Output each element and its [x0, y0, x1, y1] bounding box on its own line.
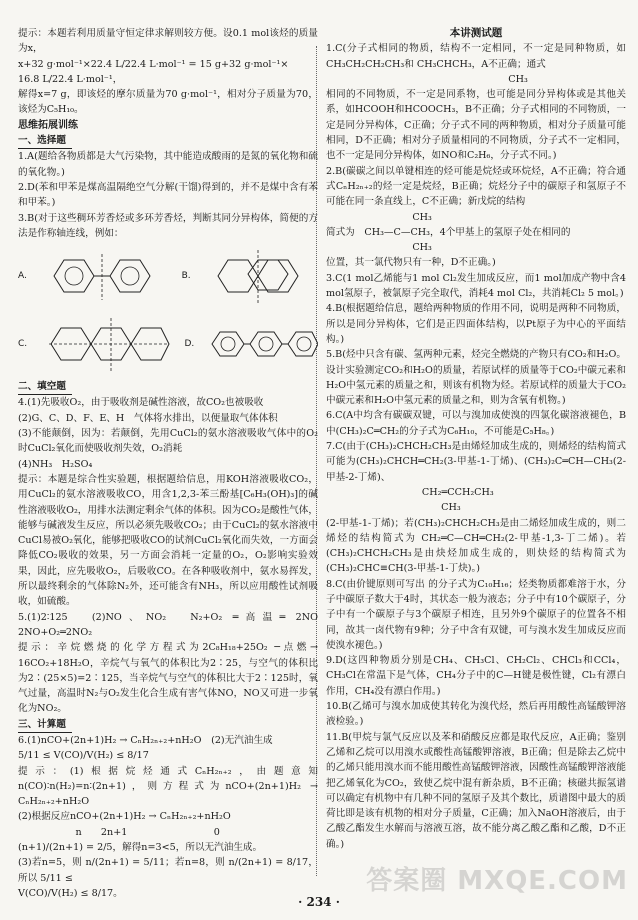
sec3-title: 三、计算题	[18, 717, 72, 733]
biphenyl-structure-diagram	[44, 246, 164, 306]
sec1-title: 一、选择题	[18, 133, 72, 149]
answer-6-range: 5/11 ≤ V(CO)/V(H₂) ≤ 8/17	[18, 750, 149, 762]
option-c-label: C.	[18, 338, 28, 349]
answer-1: 1.A(题给各物质都是大气污染物，其中能造成酸雨的是氮的氧化物和硫的氧化物。)	[18, 151, 318, 178]
answer-6-1: 6.(1)nCO+(2n+1)H₂ → CₙH₂ₙ₊₂+nH₂O (2)无汽油生成	[18, 734, 273, 746]
test-answer-5: 5.B(烃中只含有碳、氢两种元素，烃完全燃烧的产物只有CO₂和H₂O。设计实验测定CO₂和H₂O的质量，若原试样的质量等于CO₂中碳元素和H₂O中氢元素的质量之和，则该有机物为烃。若原试样的质量大于CO₂中碳元素和H₂O中氢元素的质量之和，则为含氧有机物。)	[326, 349, 626, 407]
answer-5: 5.(1)2∶125 (2)NO、NO₂ N₂+O₂ ═高温═ 2NO 2NO+O₂═2NO₂	[18, 611, 328, 638]
test-answer-2-formula-mid: 简式为 CH₃—C—CH₃，4个甲基上的氢原子处在相同的	[326, 226, 571, 238]
structure-diagrams-row-2	[18, 311, 318, 377]
test-answer-2-formula-top: CH₃	[326, 211, 432, 223]
hint-result: 解得x=7 g，即该烃的摩尔质量为70 g·mol⁻¹，相对分子质量为70，该烃为C₅H₁₀。	[18, 89, 318, 116]
test-answer-1b: 相同的不同物质，不一定是同系物，也可能是同分异构体或是其他关系，如HCOOH和HCOOCH₃，B不正确；分子式相同的不同物质，一定是同分异构体，C正确；分子式不同的两种物质，相对分子质量可能相同，D不正确；相对分子质量相同的不同物质，分子式不一定相同，也不一定是同分异构体，如NO和C₂H₆，分子式不同。)	[326, 89, 626, 162]
answer-5-hint: 提示：辛烷燃烧的化学方程式为2C₈H₁₈+25O₂ ─点燃→ 16CO₂+18H₂O，辛烷气与氧气的体积比为2∶25，与空气的体积比为2∶(25×5)=2∶125，当辛烷气与空气的体积比大于2∶125时，氧气过量，高温时N₂与O₂发生化合生成有害气体NO，NO又可进一步氧化为NO₂。	[18, 642, 318, 715]
option-a-label: A.	[18, 270, 27, 281]
hint-line: 提示：本题若利用质量守恒定律求解则较方便。设0.1 mol该烃的质量为x，	[18, 28, 318, 55]
answer-4-2: (2)G、C、D、F、E、H 气体将水排出，以便量取气体体积	[18, 412, 278, 424]
test-answer-9: 9.D(这四种物质分别是CH₄、CH₃Cl、CH₂Cl₂、CHCl₃和CCl₄，CH₃Cl在常温下是气体，CH₄分子中的C—H键是极性键，Cl₂有漂白作用，CH₄没有漂白作用。)	[326, 655, 626, 697]
test-answer-7-formula-1: CH₂═CCH₂CH₃	[326, 486, 494, 498]
answer-4-hint: 提示：本题是综合性实验题，根据题给信息，用KOH溶液吸收CO₂，用CuCl₂的氨水溶液吸收CO，用含1,2,3-苯三酚基[C₆H₃(OH)₃]的碱性溶液吸收O₂，用排水法测定剩余气体的体积。因为CO₂是酸性气体，能够与碱液发生反应，所以必须先吸收CO₂；由于CuCl₂的氨水溶液中CuCl易被O₂氧化，能够把吸收CO的试剂CuCl₂氧化而失效，一方面会降低CO₂吸收的效果，另一方面会消耗一定量的O₂，O₂影响实验效果，因此，应先吸收O₂，后吸收CO。在各种吸收剂中，氨水易挥发，所以最终剩余的气体除N₂外，还可能含有NH₃，所以应用酸性试剂吸收，如硫酸。	[18, 473, 318, 608]
test-answer-4: 4.B(根据题给信息，题给两种物质的作用不同，说明是两种不同物质，所以是同分异构体，它们是正四面体结构，以Pt原子为中心的平面结构。)	[326, 303, 626, 345]
test-answer-7b: (2-甲基-1-丁烯)；若(CH₃)₂CHCH₂CH₃是由二烯烃加成生成的，则二烯烃的结构简式为 CH₂═C—CH═CH₂(2-甲基-1,3-丁二烯)。若(CH₃)₂CHCH₂CH₃是由炔烃加成生成的，则炔烃的结构简式为(CH₃)₂CHC≡CH(3-甲基-1-丁炔)。)	[326, 517, 626, 575]
answer-2: 2.D(苯和甲苯是煤高温隔绝空气分解(干馏)得到的，并不是煤中含有苯和甲苯。)	[18, 181, 318, 209]
test-answer-1-formula: CH₃	[326, 73, 528, 85]
test-answer-10: 10.B(乙烯可与溴水加成使其转化为溴代烃，然后再用酸性高锰酸钾溶液检验。)	[326, 701, 626, 728]
answer-6-hint-2: (2)根据反应nCO+(2n+1)H₂ → CₙH₂ₙ₊₂+nH₂O	[18, 811, 231, 823]
test-title: 本讲测试题	[449, 27, 503, 39]
anthracene-structure-diagram	[41, 314, 171, 374]
answer-4-4: (4)NH₃ H₂SO₄	[18, 458, 93, 470]
test-answer-3: 3.C(1 mol乙烯能与1 mol Cl₂发生加成反应，而1 mol加成产物中含4 mol氢原子，被氯原子完全取代，消耗4 mol Cl₂，共消耗Cl₂ 5 mol。)	[326, 272, 626, 300]
hint-equation-2: 16.8 L/22.4 L·mol⁻¹，	[18, 73, 123, 85]
test-answer-11: 11.B(甲烷与氯气反应以及苯和硝酸反应都是取代反应，A正确；鉴别乙烯和乙烷可以用溴水或酸性高锰酸钾溶液，B正确；但是除去乙烷中的乙烯只能用溴水而不能用酸性高锰酸钾溶液，因酸性高锰酸钾溶液能把乙烯氧化为CO₂，致使乙烷中混有新杂质，B不正确；核磁共振氢谱可以确定有机物中有几种不同的氢原子及其个数比，质谱图中最大的质荷比即是该有机物的相对分子质量，C正确；加入NaOH溶液后，由于乙酸乙酯发生水解而与溶液互溶，故不能分离乙酸乙酯和乙酸，D不正确。)	[326, 731, 626, 850]
answer-6-hint-5: (3)若n=5，则 n/(2n+1) = 5/11；若n=8，则 n/(2n+1) = 8/17，所以 5/11 ≤	[18, 857, 318, 884]
answer-4-1: 4.(1)先吸收O₂，由于吸收剂是碱性溶液，故CO₂也被吸收	[18, 397, 264, 409]
test-answer-1a: 1.C(分子式相同的物质，结构不一定相同，不一定是同种物质，如CH₃CH₂CH₂CH₃和 CH₃CHCH₃，A不正确；通式	[326, 43, 626, 70]
right-column	[326, 26, 626, 852]
page-number: · 234 ·	[298, 895, 340, 909]
watermark-logo: 答案圈 MXQE.COM	[366, 866, 628, 896]
answer-6-hint-1: 提示：(1)根据烷烃通式CₙH₂ₙ₊₂，由题意知n(CO)∶n(H₂)=n∶(2n+1)，则方程式为nCO+(2n+1)H₂ → CₙH₂ₙ₊₂+nH₂O	[18, 765, 318, 808]
option-d-label: D.	[184, 338, 195, 349]
left-column	[18, 26, 328, 901]
test-answer-7-formula-2: CH₃	[326, 502, 461, 514]
answer-6-hint-4: (n+1)/(2n+1) = 2/5，解得n=3<5，所以无汽油生成。	[18, 842, 263, 854]
sec2-title: 二、填空题	[18, 379, 72, 395]
option-b-label: B.	[181, 270, 191, 281]
answer-3: 3.B(对于这些稠环芳香烃或多环芳香烃，判断其同分异构体，简便的方法是作称轴连线，例如：	[18, 212, 318, 239]
terphenyl-structure-diagram	[208, 314, 318, 374]
test-answer-8: 8.C(由价键原则可写出 的分子式为C₁₀H₁₆；烃类物质都难溶于水，分子中碳原子数大于4时，其状态一般为液态；分子中有10个碳原子，分子中有一个碳原子与3个碳原子相连，且另外9个碳原子的位置各不相同，故其一卤代物有9种；分子中含有双键，可与溴水发生加成反应而使溴水褪色。)	[326, 578, 626, 651]
section-title-thinking: 思维拓展训练	[18, 119, 78, 131]
test-answer-2b: 位置，其一氯代物只有一种，D不正确。)	[326, 257, 496, 269]
answer-6-hint-6: V(CO)/V(H₂) ≤ 8/17。	[18, 887, 123, 899]
structure-diagrams-row-1	[18, 243, 318, 309]
answer-6-hint-3: n 2n+1 0	[18, 826, 220, 838]
test-answer-7a: 7.C(由于(CH₃)₂CHCH₂CH₃是由烯烃加成生成的，则烯烃的结构简式可能为(CH₃)₂CHCH═CH₂(3-甲基-1-丁烯)、(CH₃)₂C═CH—CH₃(2-甲基-2-丁烯)、	[326, 441, 626, 483]
test-answer-2-formula-bottom: CH₃	[326, 242, 432, 254]
hint-equation-1: x+32 g·mol⁻¹×22.4 L/22.4 L·mol⁻¹ = 15 g+32 g·mol⁻¹×	[18, 58, 289, 70]
answer-4-3: (3)不能颠倒，因为：若颠倒，先用CuCl₂的氨水溶液吸收气体中的O₂时CuCl₂氧化而使吸收剂失效，O₂消耗	[18, 428, 318, 455]
test-answer-6: 6.C(A中均含有碳碳双键，可以与溴加成使溴的四氯化碳溶液褪色，B中(CH₃)₂C═CH₂的分子式为C₆H₁₀，不可能是C₅H₈。)	[326, 410, 626, 437]
test-answer-2a: 2.B(碳碳之间以单键相连的烃可能是烷烃或环烷烃，A不正确；符合通式CₙH₂ₙ₊₂的烃一定是烷烃，B正确；烷烃分子中的碳原子和氢原子不可能在同一条直线上，C不正确；新戊烷的结构	[326, 165, 626, 208]
naphthalene-structure-diagram	[208, 246, 318, 306]
